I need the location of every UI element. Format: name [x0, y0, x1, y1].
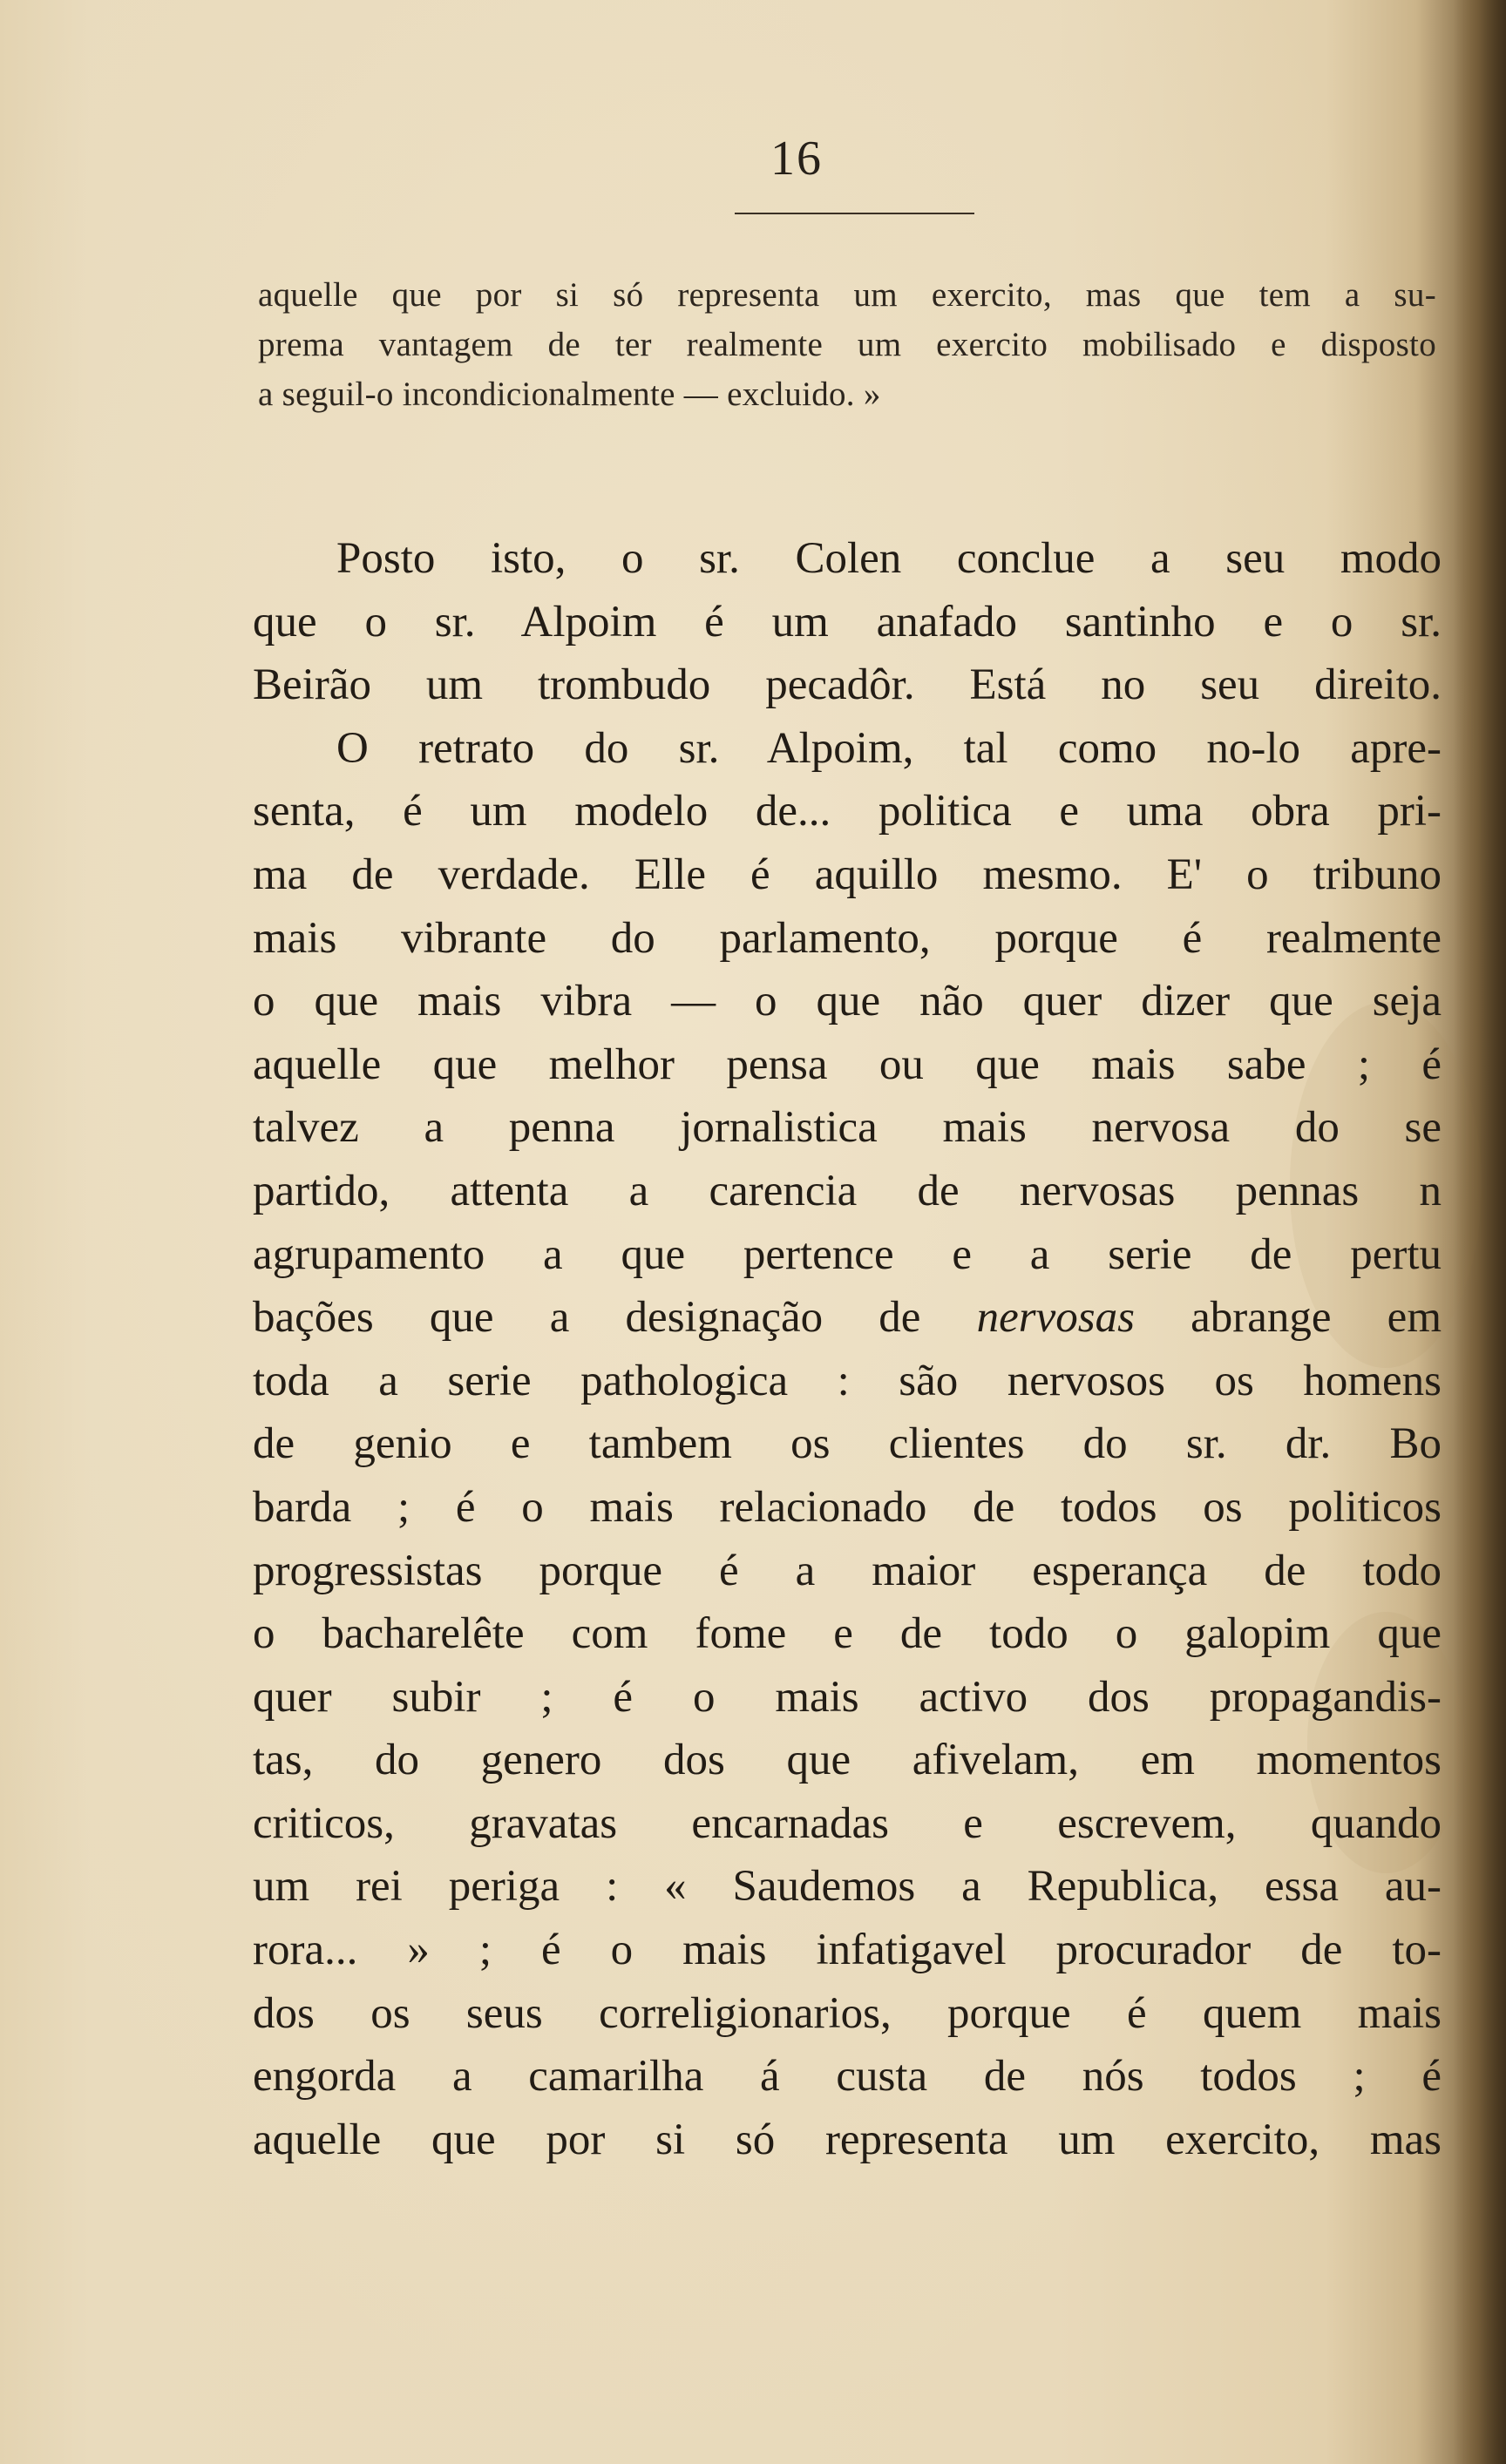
quote-line: a seguil-o incondicionalmente — excluido. »	[258, 376, 881, 413]
body-line: de genio e tambem os clientes do sr. dr. Bo	[253, 1419, 1442, 1469]
body-line-text: Posto isto, o sr. Colen conclue a seu modo	[336, 534, 1442, 583]
quote-line: aquelle que por si só representa um exercito, mas que tem a su-	[258, 276, 1436, 314]
body-line: aquelle que melhor pensa ou que mais sabe ; é	[253, 1039, 1442, 1089]
body-line	[253, 527, 1442, 591]
body-line: tas, do genero dos que afivelam, em momentos	[253, 1736, 1442, 1785]
emphasized-word: nervosas	[976, 1293, 1135, 1343]
body-line: progressistas porque é a maior esperança de todo	[253, 1546, 1442, 1595]
quote-line: prema vantagem de ter realmente um exercito mobilisado e disposto	[258, 326, 1436, 363]
body-line-text: O retrato do sr. Alpoim, tal como no-lo apre-	[336, 723, 1442, 773]
body-line: Beirão um trombudo pecadôr. Está no seu direito.	[253, 660, 1442, 710]
body-line: que o sr. Alpoim é um anafado santinho e o sr.	[253, 597, 1442, 646]
page-number: 16	[770, 132, 823, 186]
body-line: partido, attenta a carencia de nervosas pennas n	[253, 1166, 1442, 1215]
body-line: o bacharelête com fome e de todo o galopim que	[253, 1609, 1442, 1659]
header-rule	[735, 213, 974, 214]
body-line: dos os seus correligionarios, porque é quem mais	[253, 1988, 1442, 2038]
quote-block	[258, 270, 1436, 419]
body-line	[253, 717, 1442, 781]
body-line: o que mais vibra — o que não quer dizer que seja	[253, 977, 1442, 1026]
body-line: criticos, gravatas encarnadas e escrevem, quando	[253, 1798, 1442, 1848]
body-line: rora... » ; é o mais infatigavel procurador de to-	[253, 1926, 1442, 1975]
body-line: quer subir ; é o mais activo dos propagandis-	[253, 1672, 1442, 1722]
body-line: ma de verdade. Elle é aquillo mesmo. E' o tribuno	[253, 850, 1442, 899]
body-line: barda ; é o mais relacionado de todos os politicos	[253, 1482, 1442, 1532]
body-line: bações que a designação de nervosas abrange em	[253, 1293, 1442, 1343]
body-line: toda a serie pathologica : são nervosos os homens	[253, 1356, 1442, 1405]
page-edge-shadow	[1454, 0, 1506, 2464]
body-line: mais vibrante do parlamento, porque é realmente	[253, 913, 1442, 963]
body-line: senta, é um modelo de... politica e uma obra pri-	[253, 787, 1442, 836]
body-paragraph	[253, 527, 1442, 2171]
body-line: talvez a penna jornalistica mais nervosa do se	[253, 1103, 1442, 1153]
body-line: um rei periga : « Saudemos a Republica, essa au-	[253, 1862, 1442, 1912]
body-line: engorda a camarilha á custa de nós todos ; é	[253, 2052, 1442, 2102]
body-line: agrupamento a que pertence e a serie de pertu	[253, 1229, 1442, 1279]
body-line: aquelle que por si só representa um exercito, mas	[253, 2115, 1442, 2164]
